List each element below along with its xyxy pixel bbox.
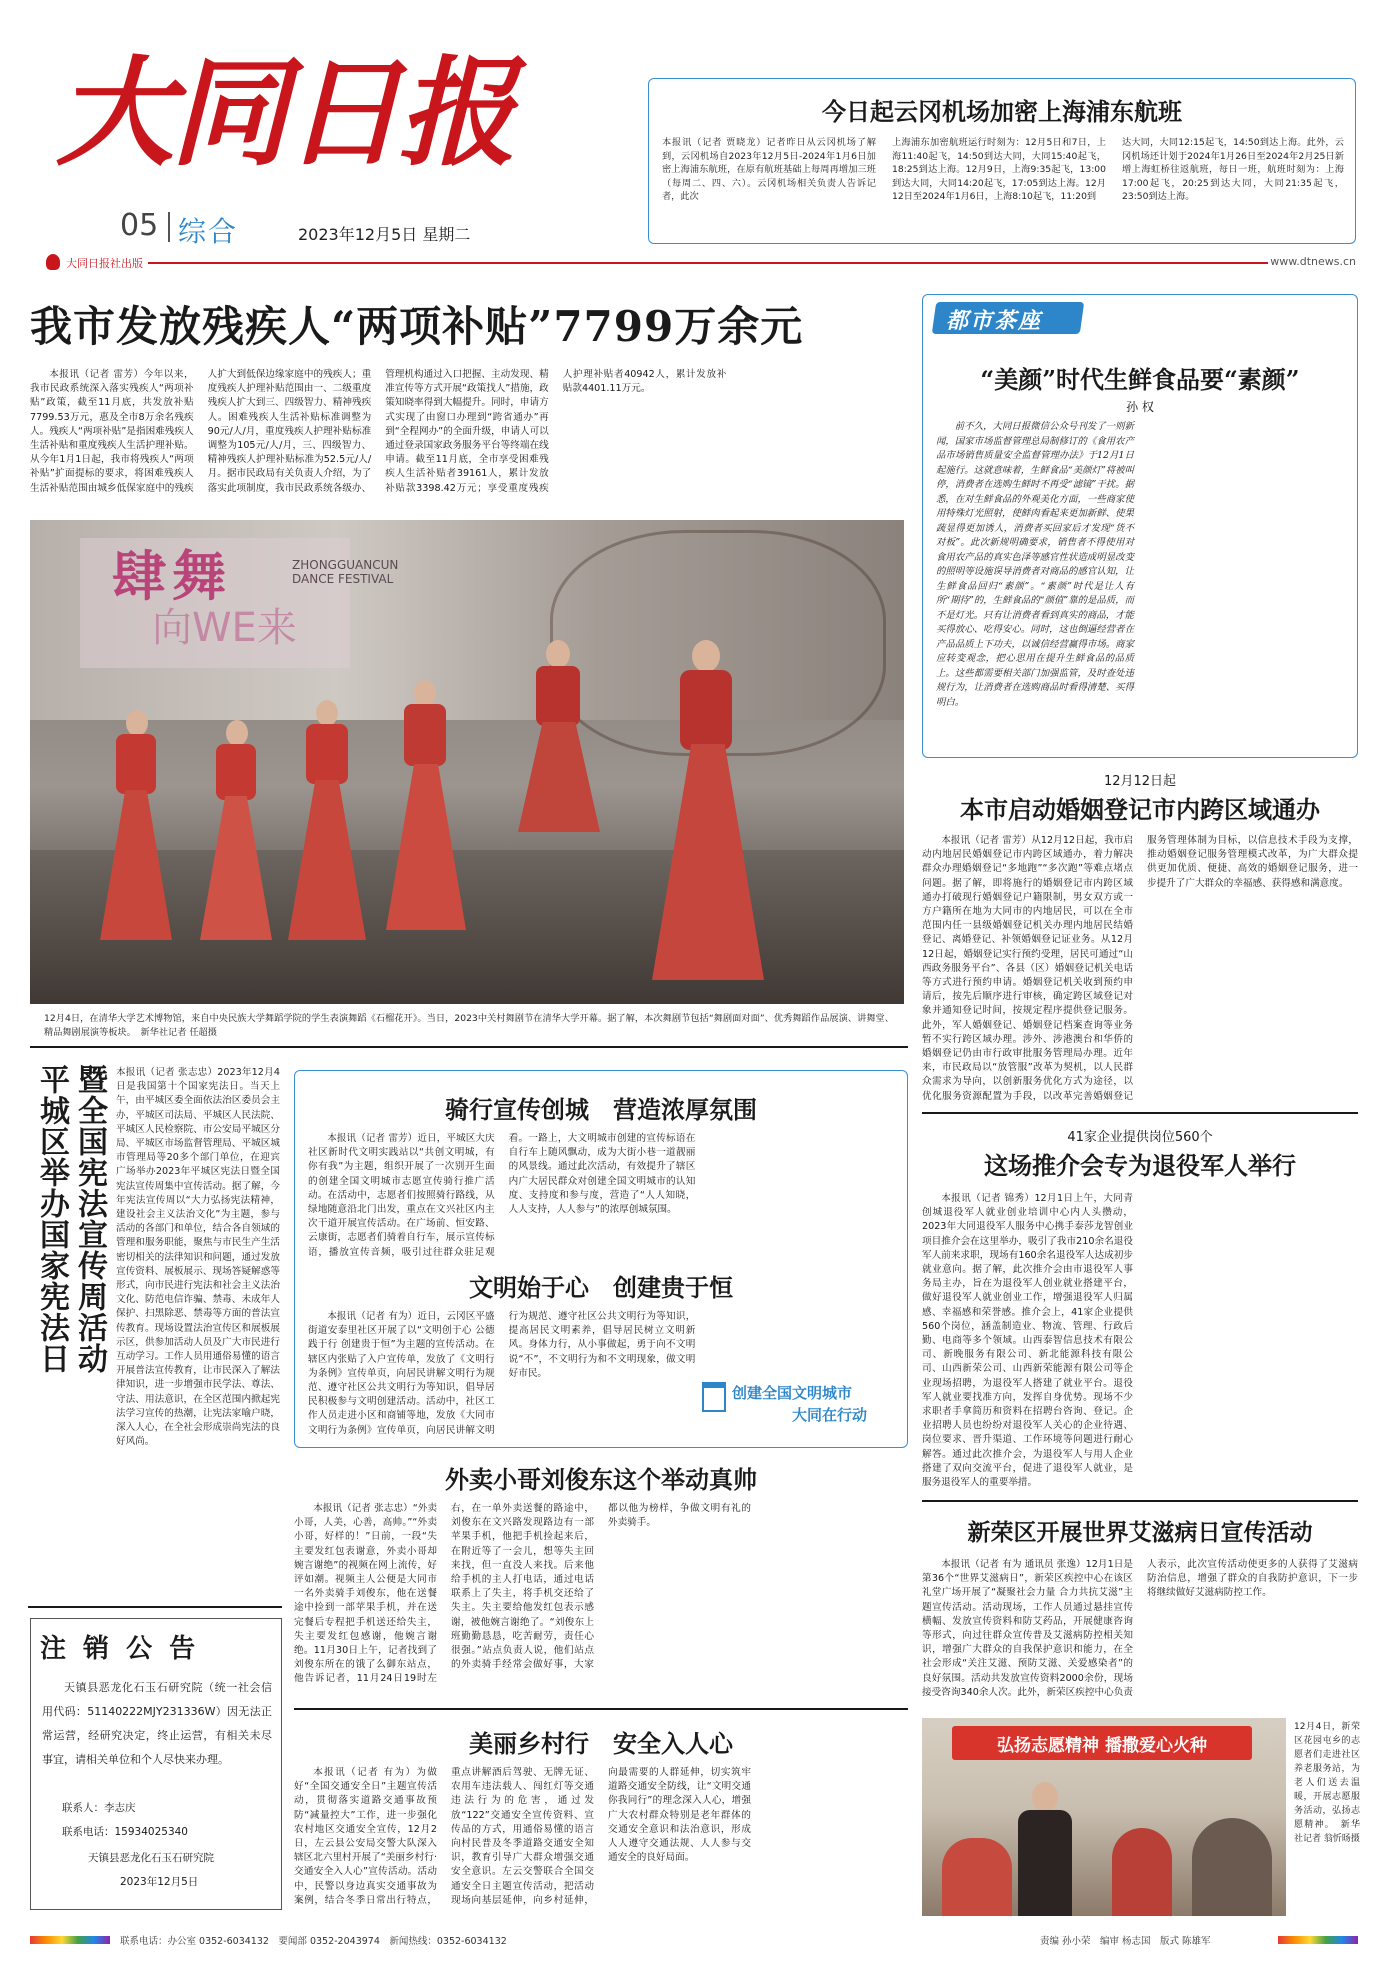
aids-body (922, 1558, 1358, 1710)
marriage-kicker: 12月12日起 (1103, 774, 1177, 789)
publisher-row (30, 254, 1360, 272)
notice-date: 2023年12月5日 (120, 1876, 199, 1888)
main-photo (30, 520, 904, 1004)
page-number: 05 (120, 208, 159, 243)
logo (56, 38, 586, 188)
flame-icon (46, 254, 60, 270)
dancer (100, 710, 170, 940)
veterans-body (922, 1192, 1358, 1492)
airport-col-1: 本报讯（记者 贾晓龙）记者昨日从云冈机场了解到，云冈机场自2023年12月5日-2024年1月6日加密上海浦东航班，在原有航班基础上每周再增加三班（每周二、四、六）。云冈机场相关负责人告诉记者，此次 (662, 137, 876, 202)
issue-date: 2023年12月5日 星期二 (298, 225, 471, 244)
gate-icon (702, 1382, 726, 1412)
delivery-title: 外卖小哥刘俊东这个举动真帅 (445, 1465, 757, 1494)
site-url: www.dtnews.cn (1270, 255, 1356, 268)
lead-body (30, 368, 904, 502)
constitution-title: 暨全国宪法宣传周活动平城区举办国家宪法日 (34, 1064, 107, 1374)
village-title: 美丽乡村行 安全入人心 (469, 1729, 733, 1758)
cycling-title: 骑行宣传创城 营造浓厚氛围 (445, 1095, 757, 1124)
marriage-text: 本报讯（记者 雷芳）从12月12日起，我市启动内地居民婚姻登记市内跨区域通办，着力解决群众办理婚姻登记“多地跑”“多次跑”等难点堵点问题。据了解，即将施行的婚姻登记市内跨区域通办打破现行婚姻登记户籍限制，男女双方或一方户籍所在地为大同市的内地居民，可以在全市范围内任一县级婚姻登记机关办理内地居民结婚登记、离婚登记、补领婚姻登记证业务。从12月12日起，婚姻登记实行预约受理，居民可通过“山西政务服务平台”、各县（区）婚姻登记机关电话等方式进行预约申请。婚姻登记机关收到预约申请后，按先后顺序进行审核，确定跨区域登记对象并通知登记时间，按规定程序提供登记服务。此外，军人婚姻登记、婚姻登记档案查询等业务暂不实行跨区域办理。涉外、涉港澳台和华侨的婚姻登记仍由市行政审批服务管理局办理。近年来，市民政局以“放管服”改革为契机，以人民群众需求为导向，以创新服务优化方式为途径，以优化服务资源配置为手段，以改革完善婚姻登记服务管理体制为目标，以信息技术手段为支撑，推动婚姻登记服务管理模式改革，为广大群众提供更加优质、便捷、高效的婚姻登记服务，进一步提升了广大群众的幸福感、获得感和满意度。 (922, 835, 1358, 1102)
dancer (652, 640, 762, 980)
column-text: 前不久，大同日报微信公众号刊发了一则新闻，国家市场监督管理总局制修订的《食用农产品市场销售质量安全监督管理办法》于12月1日起施行。这就意味着，生鲜食品“美颜灯”将被叫停，消费者在选购生鲜时不再受“滤镜”干扰。据悉，在对生鲜食品的外观美化方面，一些商家使用特殊灯光照射，使鲜肉看起来更加新鲜、使果蔬显得更加诱人，消费者买回家后才发现“货不对板”。此次新规明确要求，销售者不得使用对食用农产品的真实色泽等感官性状造成明显改变的照明等设施误导消费者对商品的感官认知，让生鲜食品回归“素颜”。“素颜”时代是让人有所“期待”的，生鲜食品的“颜值”靠的是品质，而不是灯光。只有让消费者看到真实的商品，才能买得放心、吃得安心。同时，这也倒逼经营者在产品品质上下功夫，以诚信经营赢得市场。商家应转变观念，把心思用在提升生鲜食品的品质上。这些都需要相关部门加强监管，及时查处违规行为，让消费者在选购商品时看得清楚、买得明白。 (936, 421, 1134, 708)
volunteer-photo (922, 1718, 1286, 1916)
notice-contact-phone: 联系电话：15934025340 (62, 1826, 188, 1838)
dancer (386, 680, 464, 930)
marriage-body (922, 834, 1358, 1104)
publisher: 大同日报社出版 (66, 257, 143, 270)
dancer (200, 720, 270, 940)
column-body (936, 420, 1346, 746)
section-name: 综合 (178, 215, 239, 248)
civil-title: 文明始于心 创建贵于恒 (469, 1273, 733, 1302)
column-title: “美颜”时代生鲜食品要“素颜” (980, 365, 1300, 394)
lead-headline: 我市发放残疾人“两项补贴”7799万余元 (30, 302, 804, 351)
notice-title: 注 销 公 告 (40, 1634, 200, 1664)
marriage-title: 本市启动婚姻登记市内跨区域通办 (960, 795, 1320, 824)
footer-editors: 责编 孙小荣 编审 杨志国 版式 陈雄军 (1040, 1936, 1211, 1947)
footer-phones: 联系电话：办公室 0352-6034132 要闻部 0352-2043974 新闻热线：0352-6034132 (120, 1936, 507, 1947)
airport-title: 今日起云冈机场加密上海浦东航班 (822, 97, 1182, 126)
notice-contact-person: 联系人：李志庆 (62, 1802, 136, 1814)
volunteer-banner: 弘扬志愿精神 播撒爱心火种 (997, 1736, 1207, 1756)
dancer (288, 700, 364, 940)
column-tag-text: 都市茶座 (946, 308, 1043, 334)
veterans-kicker: 41家企业提供岗位560个 (1067, 1130, 1213, 1145)
lead-text: 本报讯（记者 雷芳）今年以来，我市民政系统深入落实残疾人“两项补贴”政策，截至11月底，共发放补贴7799.53万元，惠及全市8万余名残疾人。残疾人“两项补贴”是指困难残疾人生活补贴和重度残疾人生活护理补贴。从今年1月1日起，我市将残疾人“两项补贴”扩面提标的要求，将困难残疾人生活补贴范围由城乡低保家庭中的残疾人扩大到低保边缘家庭中的残疾人；重度残疾人护理补贴范围由一、二级重度残疾人扩大到三、四级智力、精神残疾人。困难残疾人生活补贴标准调整为90元/人/月，重度残疾人护理补贴标准调整为105元/人/月，三、四级智力、精神残疾人护理补贴标准为52.5元/人/月。据市民政局有关负责人介绍，为了落实此项制度，我市民政系统各级办、管理机构通过入口把握、主动发现、精准宣传等方式开展“政策找人”措施，政策知晓率得到大幅提升。同时，申请方式实现了由窗口办理到“跨省通办”再到“全程网办”的全面升级，申请人可以通过登录国家政务服务平台等终端在线申请。截至11月底，全市享受困难残疾人生活补贴者39161人，累计发放补贴款3398.42万元；享受重度残疾人护理补贴者40942人，累计发放补贴款4401.11万元。 (30, 369, 727, 494)
aids-title: 新荣区开展世界艾滋病日宣传活动 (967, 1519, 1313, 1546)
delivery-body (294, 1502, 908, 1698)
village-body (294, 1766, 908, 1916)
column-author: 孙 权 (1126, 400, 1154, 414)
village-text: 本报讯（记者 有为）为做好“全国交通安全日”主题宣传活动，贯彻落实道路交通事故预防“减量控大”工作，进一步强化农村地区交通安全宣传，12月2日，左云县公安局交警大队深入辖区北六里村开展了“美丽乡村行·交通安全入人心”宣传活动。活动中，民警以身边真实交通事故为案例，结合冬季日常出行特点，重点讲解酒后驾驶、无牌无证、农用车违法载人、闯红灯等交通违法行为的危害，通过发放“122”交通安全宣传资料、宣传品的方式，用通俗易懂的语言向村民普及冬季道路交通安全知识，教育引导广大群众增强交通安全意识。左云交警联合全国交通安全日主题宣传活动，把活动现场向基层延伸，向乡村延伸，向最需要的人群延伸，切实筑牢道路交通安全防线，让“文明交通 你我同行”的理念深入人心，增强广大农村群众特别是老年群体的交通安全意识和法治意识，形成人人遵守交通法规、人人参与交通安全的良好局面。 (294, 1767, 751, 1906)
dancer (518, 640, 598, 830)
delivery-text: 本报讯（记者 张志忠）“外卖小哥，人美，心善，高帅。”“外卖小哥，好样的！”日前，一段“失主要发红包表谢意，外卖小哥却婉言谢绝”的视频在网上流传，好评如潮。视频主人公便是大同市一名外卖骑手刘俊东，他在送餐途中捡到一部苹果手机，并在送完餐后专程把手机送还给失主，失主要发红包感谢，他婉言谢绝。11月30日上午，记者找到了刘俊东所在的饿了么御东站点，他告诉记者，11月24日19时左右，在一单外卖送餐的路途中，刘俊东在文兴路发现路边有一部苹果手机，他把手机捡起来后，在附近等了一会儿，想等失主回来找，但一直没人来找。后来他给手机的主人打电话，通过电话联系上了失主，将手机交还给了失主。失主要给他发红包表示感谢，被他婉言谢绝了。“刘俊东上班勤勤恳恳，吃苦耐劳，责任心很强。”站点负责人说，他们站点的外卖骑手经常会做好事，大家都以他为榜样，争做文明有礼的外卖骑手。 (294, 1503, 751, 1685)
veterans-text: 本报讯（记者 锦秀）12月1日上午，大同青创城退役军人就业创业培训中心内人头攒动，2023年大同退役军人服务中心携手泰莎龙智创业项目推介会在这里举办，吸引了我市210余名退役军人前来求职，现场有160余名退役军人达成初步就业意向。据了解，此次推介会由市退役军人事务局主办，旨在为退役军人创业就业搭建平台，做好退役军人就业创业工作，增强退役军人归属感、幸福感和荣誉感。推介会上，41家企业提供560个岗位，涵盖制造业、物流、管理、行政后勤、电商等多个领域。山西泰智信息技术有限公司、新晚服务有限公司、新北能源科技有限公司、山西新荣公司、山西新荣能源有限公司等企业现场招聘，为退役军人搭建了就业平台。退役军人就业要找准方向，发挥自身优势。现场不少求职者手拿简历和资料在招聘台咨询、登记。企业招聘人员也纷纷对退役军人关心的企业待遇、岗位要求、晋升渠道、工作环境等问题进行耐心解答。通过此次推介会，为退役军人与用人企业搭建了双向交流平台，促进了退役军人就业，是服务退役军人的重要举措。 (922, 1193, 1133, 1489)
airport-col-2: 上海浦东加密航班运行时刻为：12月5日和7日，上海11:40起飞，14:50到达大同，大同15:40起飞，18:25到达上海。12月9日，上海9:35起飞，13:00到达大同，大同14:20起飞，17:05到达上海。12月12日至2024年1月6日，上海8:10起飞，11:20到 (892, 137, 1106, 202)
civil-city-logo: 创建全国文明城市 大同在行动 (700, 1378, 896, 1432)
constitution-text: 本报讯（记者 张志忠）2023年12月4日是我国第十个国家宪法日。当天上午，由平城区委全面依法治区委员会主办，平城区司法局、平城区人民法院、平城区人民检察院、市公安局平城区分局、平城区市场监督管理局、平城区城市管理局等20多个部门单位，在迎宾广场举办2023年平城区宪法日暨全国宪法宣传周集中宣传活动。据了解，今年宪法宣传周以“大力弘扬宪法精神，建设社会主义法治文化”为主题，参与活动的各部门和单位，结合各自领域的管理和服务职能，聚焦与市民生产生活密切相关的法律知识和问题，通过发放宣传资料、展板展示、现场答疑解惑等形式，向市民进行宪法和社会主义法治文化、防范电信诈骗、禁毒、未成年人保护、扫黑除恶、禁毒等方面的普法宣传教育。现场设置法治宣传区和展板展示区，供参加活动人员及广大市民进行互动学习。工作人员用通俗易懂的语言开展普法宣传教育，让市民深入了解法律知识，进一步增强市民学法、尊法、守法、用法意识，在全区范围内掀起宪法学习宣传的热潮，让宪法家喻户晓，深入人心，在全社会形成崇尚宪法的良好风尚。 (116, 1067, 280, 1448)
logo-text: 大同日报 (56, 43, 513, 182)
volunteer-photo-caption: 12月4日，新荣区花园屯乡的志愿者们走进社区养老服务站，为老人们送去温暖，开展志愿服务活动，弘扬志愿精神。 新华社记者 翁忻旸摄 (1294, 1722, 1360, 1844)
festival-sign: 肆舞 向WE来 (112, 544, 297, 651)
aids-text: 本报讯（记者 有为 通讯员 张逸）12月1日是第36个“世界艾滋病日”，新荣区疾控中心在该区礼堂广场开展了“凝聚社会力量 合力共抗艾滋”主题宣传活动。活动现场，工作人员通过悬挂宣传横幅、发放宣传资料和防艾药品，开展健康咨询等形式，向过往群众宣传普及艾滋病防控相关知识，增强广大群众的自我保护意识和能力，在全社会形成“关注艾滋、预防艾滋、关爱感染者”的良好氛围。活动共发放宣传资料2000余份，现场接受咨询340余人次。此外，新荣区疾控中心负责人表示，此次宣传活动使更多的人获得了艾滋病防治信息，增强了群众的自我防护意识，下一步将继续做好艾滋病防控工作。 (922, 1559, 1358, 1698)
veterans-title: 这场推介会专为退役军人举行 (984, 1151, 1296, 1180)
main-photo-caption: 12月4日，在清华大学艺术博物馆，来自中央民族大学舞蹈学院的学生表演舞蹈《石榴花开》。当日，2023中关村舞剧节在清华大学开幕。据了解，本次舞剧节包括“舞剧面对面”、优秀舞蹈作品展演、讲舞堂、精品舞剧展演等板块。 新华社记者 任超摄 (44, 1013, 894, 1038)
cycling-body (308, 1132, 896, 1262)
notice-signature: 天镇县恶龙化石玉石研究院 (88, 1852, 214, 1864)
civil-text: 本报讯（记者 有为）近日，云冈区平盛街道安泰里社区开展了以“文明创于心 公德践于行 创建贵于恒”为主题的宣传活动。在辖区内张贴了入户宣传单，发放了《文明行为条例》宣传单页，向居民讲解文明行为规范、遵守社区公共文明行为等知识，倡导居民积极参与文明创建活动。活动中，社区工作人员走进小区和商铺等地，发放《大同市文明行为条例》宣传单页，向居民讲解文明行为规范、遵守社区公共文明行为等知识，提高居民文明素养，倡导居民树立文明新风。身体力行，从小事做起，勇于向不文明说“不”，不文明行为和不文明现象，做文明好市民。 (308, 1311, 696, 1436)
festival-sign-en: ZHONGGUANCUN DANCE FESTIVAL (292, 558, 399, 586)
footer-bar (30, 1932, 1358, 1952)
airport-col-3: 达大同，大同12:15起飞，14:50到达上海。此外，云冈机场还计划于2024年1月26日至2024年2月25日新增上海虹桥往返航班，每日一班，航班时刻为：上海17:00起飞，20:25到达大同，大同21:35起飞，23:50到达上海。 (1122, 137, 1344, 202)
notice-body: 天镇县恶龙化石玉石研究院（统一社会信用代码：51140222MJY231336W）因无法正常运营，经研究决定，终止运营，有相关未尽事宜，请相关单位和个人尽快来办理。 (42, 1681, 272, 1766)
cycling-text: 本报讯（记者 雷芳）近日，平城区大庆社区新时代文明实践站以“共创文明城，有你有我”为主题，组织开展了一次别开生面的创建全国文明城市志愿宣传骑行推广活动。在活动中，志愿者们按照骑行路线，从绿地随意沿北门出发，重点在文兴社区内主次干道开展宣传活动。在广场前、恒安路、云康街，志愿者们骑着自行车，展示宣传标语，播放宣传音频，吸引过往群众驻足观看。一路上，大文明城市创建的宣传标语在自行车上随风飘动，成为大街小巷一道靓丽的风景线。通过此次活动，有效提升了辖区内广大居民群众对创建全国文明城市的认知度、支持度和参与度，营造了“人人知晓，人人支持，人人参与”的浓厚创城氛围。 (308, 1133, 696, 1258)
